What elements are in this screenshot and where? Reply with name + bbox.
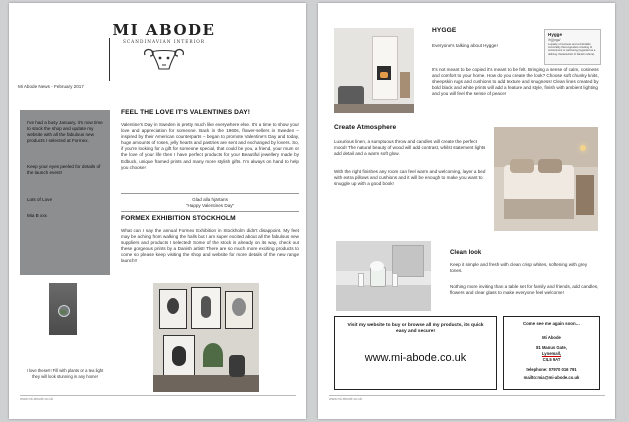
page-footer: www.mi-abode.co.uk [329, 395, 605, 401]
newsletter-page-2 [318, 3, 615, 419]
website-promo-box [334, 316, 497, 390]
sidebar-intro: I've had a busy January, it's now time to stock the shop and update my website with all the fabulous new products I selected at Formex. [27, 120, 103, 144]
contact-phone: telephone: 07970 016 791 [526, 367, 577, 372]
cozy-bedroom-photo [494, 127, 598, 231]
swedish-quote: Glad alla hjärtans [192, 197, 228, 202]
hygge-heading: HYGGE [432, 27, 457, 34]
clean-look-heading: Clean look [450, 250, 482, 256]
prints-exhibition-photo [153, 283, 259, 392]
logo-title: MI ABODE [112, 21, 216, 39]
valentines-body: Valentine's Day in Sweden is pretty much like everywhere else. It's a time to show your love and appreciation for someone. Back in the 1960s, flower-sellers in Sweden – inspired by their American counterparts – began to promote Valentine's Day and today, huge amounts of roses, jelly hearts and pastries are sent and exchanged by lovers. So, if you're looking for a gift for someone special, that could be you, a friend, your mum or the love of your life then I have perfect products for you! Beautiful jewellery made by Edbuck, unique framed prints and many more stylish gifts. I'm always on hand to help you choose! [121, 122, 299, 170]
brand-logo [109, 21, 219, 78]
sidebar-launch: Keep your eyes peeled for details of the launch event! [27, 164, 101, 176]
website-promo-text: Visit my website to buy or browse all my products, its quick easy and secure! [347, 323, 484, 335]
ram-skull-icon [141, 47, 187, 73]
cursor-line [109, 38, 110, 81]
english-quote: "Happy Valentines Day" [185, 203, 235, 208]
valentines-heading: FEEL THE LOVE IT'S VALENTINES DAY! [121, 109, 251, 116]
fireplace-room-photo [334, 28, 414, 113]
logo-subtitle: SCANDINAVIAN INTERIOR [122, 40, 206, 45]
website-url-link[interactable]: www.mi-abode.co.uk [364, 352, 467, 364]
atmosphere-heading: Create Atmosphere [334, 124, 397, 131]
sidebar-name: Mia B xxx [27, 213, 47, 218]
dining-table-photo [336, 241, 431, 311]
divider [121, 193, 299, 194]
divider [121, 211, 299, 212]
page-footer: www.mi-abode.co.uk [20, 395, 296, 401]
terrarium-caption: I love these!!! Fill with plants or a tea light they will look stunning in any home! [26, 368, 104, 379]
definition-phonetic: /h(j)ʊɡə/ [548, 38, 561, 42]
sidebar-panel [20, 110, 110, 275]
atmosphere-text-1: Luxurious linen, a sumptuous throw and candles will create the perfect mood! The natural beauty of wood will add contrast, whilst statement lights add detail and a warm soft glow. [334, 139, 486, 157]
atmosphere-text-2: With the right finishes any room can feel warm and welcoming, layer a bed with extra pillows and cushions and it will be enough to make you want to snuggle up with a good book! [334, 169, 486, 187]
formex-heading: FORMEX EXHIBITION STOCKHOLM [121, 215, 236, 222]
contact-name: Mi Abode [542, 335, 561, 340]
hygge-intro: Everyone's talking about Hygge! [432, 43, 498, 48]
contact-address-line-1: 81 Manus Gate, [536, 345, 567, 350]
clean-look-text-1: Keep it simple and fresh with clean crisp whites, softening with grey tones. [450, 262, 588, 274]
sidebar-signoff: Lots of Love [27, 197, 53, 202]
hygge-definition-card [544, 29, 601, 65]
contact-address-line-2: Lynemall, [541, 351, 562, 356]
contact-postcode: CIL5 9AT [542, 357, 561, 362]
contact-box [503, 316, 600, 390]
definition-word: Hygge [548, 32, 563, 37]
newsletter-page-1 [9, 3, 306, 419]
contact-email-link[interactable]: mailto:mia@mi-abode.co.uk [523, 375, 580, 380]
hygge-body: It's not meant to be copied it's meant to be felt. Bringing a sense of calm, cosiness and comfort to your home. How do you create the look? Choose soft chunky knits, sheepskin rugs and cushions to add texture and snugness! Clean lines created by bold black and white prints will add a feature and style, finish with ambient lighting and you will feel the sense of peace! [432, 67, 599, 97]
contact-title: Come see me again soon… [522, 321, 581, 326]
newsletter-date: Mi Abode News - February 2017 [18, 84, 84, 89]
definition-text: a quality of cosiness and comfortable conviviality that engenders a feeling of contentment or well-being (regarded as a defining characteristic of Danish culture). [548, 43, 596, 56]
formex-body: What can I say the annual Formex Exhibition in Stockholm didn't disappoint. My feet may be aching from walking the halls but I am super excited about all the fabulous new suppliers and products I selected! Some of the stock is already on its way, check out these gorgeous prints by a Danish artist! There are so much more exciting products to come so please keep visiting the shop and website for more details of the new range launch!! [121, 228, 299, 264]
glass-terrarium-photo [49, 283, 77, 335]
clean-look-text-2: Nothing more inviting than a table set for family and friends, add candles, flowers and clear glass to make everyone feel welcome! [450, 284, 599, 296]
